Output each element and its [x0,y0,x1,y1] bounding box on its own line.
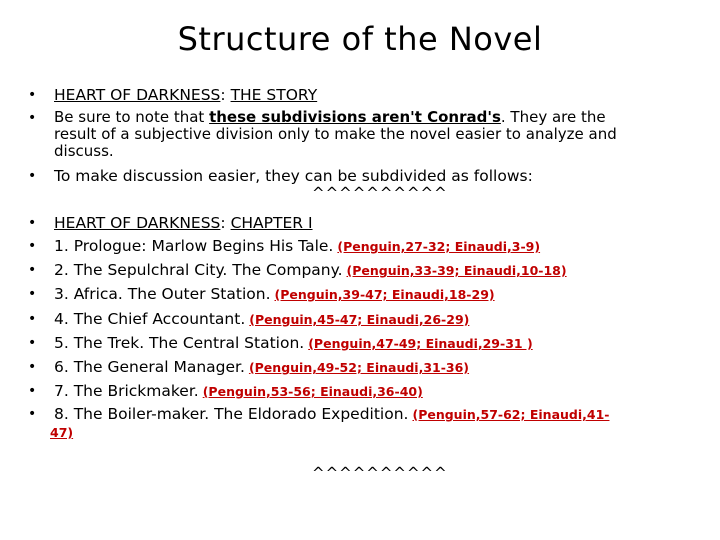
page-reference-link[interactable]: (Penguin,39-47; Einaudi,18-29) [274,287,495,302]
note-prefix: Be sure to note that [54,108,210,126]
item-text: 2. The Sepulchral City. The Company. [54,261,343,279]
page-reference-link[interactable]: (Penguin,33-39; Einaudi,10-18) [346,263,567,278]
bullet: • [28,168,37,184]
item-text: 6. The General Manager. [54,358,245,376]
item-text: 8. The Boiler-maker. The Eldorado Expedition. [54,405,409,423]
item-text: 5. The Trek. The Central Station. [54,334,305,352]
note-line2: result of a subjective division only to make the novel easier to analyze and [54,125,617,143]
page-reference-link[interactable]: (Penguin,27-32; Einaudi,3-9) [337,239,541,254]
heading-sep: : [220,86,231,104]
separator-carets: ^^^^^^^^^^ [312,464,448,482]
page-reference-link[interactable]: 47) [50,425,74,440]
separator-carets: ^^^^^^^^^^ [312,184,448,202]
page-reference-link[interactable]: (Penguin,45-47; Einaudi,26-29) [249,312,470,327]
bullet: • [28,311,37,327]
bullet: • [28,110,37,126]
item-text: 7. The Brickmaker. [54,382,199,400]
bullet: • [28,335,37,351]
item-text: 3. Africa. The Outer Station. [54,285,271,303]
item-text: 1. Prologue: Marlow Begins His Tale. [54,237,334,255]
bullet: • [28,383,37,399]
heading-subtitle: THE STORY [230,86,318,104]
bullet: • [28,359,37,375]
bullet: • [28,87,37,103]
discussion-text: To make discussion easier, they can be subdivided as follows: [54,167,533,185]
note-line3: discuss. [54,142,114,160]
heading-title: HEART OF DARKNESS [54,86,221,104]
page-reference-link[interactable]: (Penguin,57-62; Einaudi,41- [412,407,610,422]
bullet: • [28,215,37,231]
bullet: • [28,406,37,422]
item-text: 4. The Chief Accountant. [54,310,246,328]
page-title: Structure of the Novel [177,20,543,58]
page-reference-link[interactable]: (Penguin,47-49; Einaudi,29-31 ) [308,336,533,351]
heading-title: HEART OF DARKNESS [54,214,221,232]
page-reference-link[interactable]: (Penguin,53-56; Einaudi,36-40) [202,384,423,399]
bullet: • [28,286,37,302]
bullet: • [28,238,37,254]
heading-subtitle: CHAPTER I [230,214,313,232]
page-reference-link[interactable]: (Penguin,49-52; Einaudi,31-36) [248,360,470,375]
bullet: • [28,262,37,278]
note-emphasis: these subdivisions aren't Conrad's [209,108,501,126]
heading-sep: : [220,214,231,232]
note-suffix: . They are the [500,108,606,126]
